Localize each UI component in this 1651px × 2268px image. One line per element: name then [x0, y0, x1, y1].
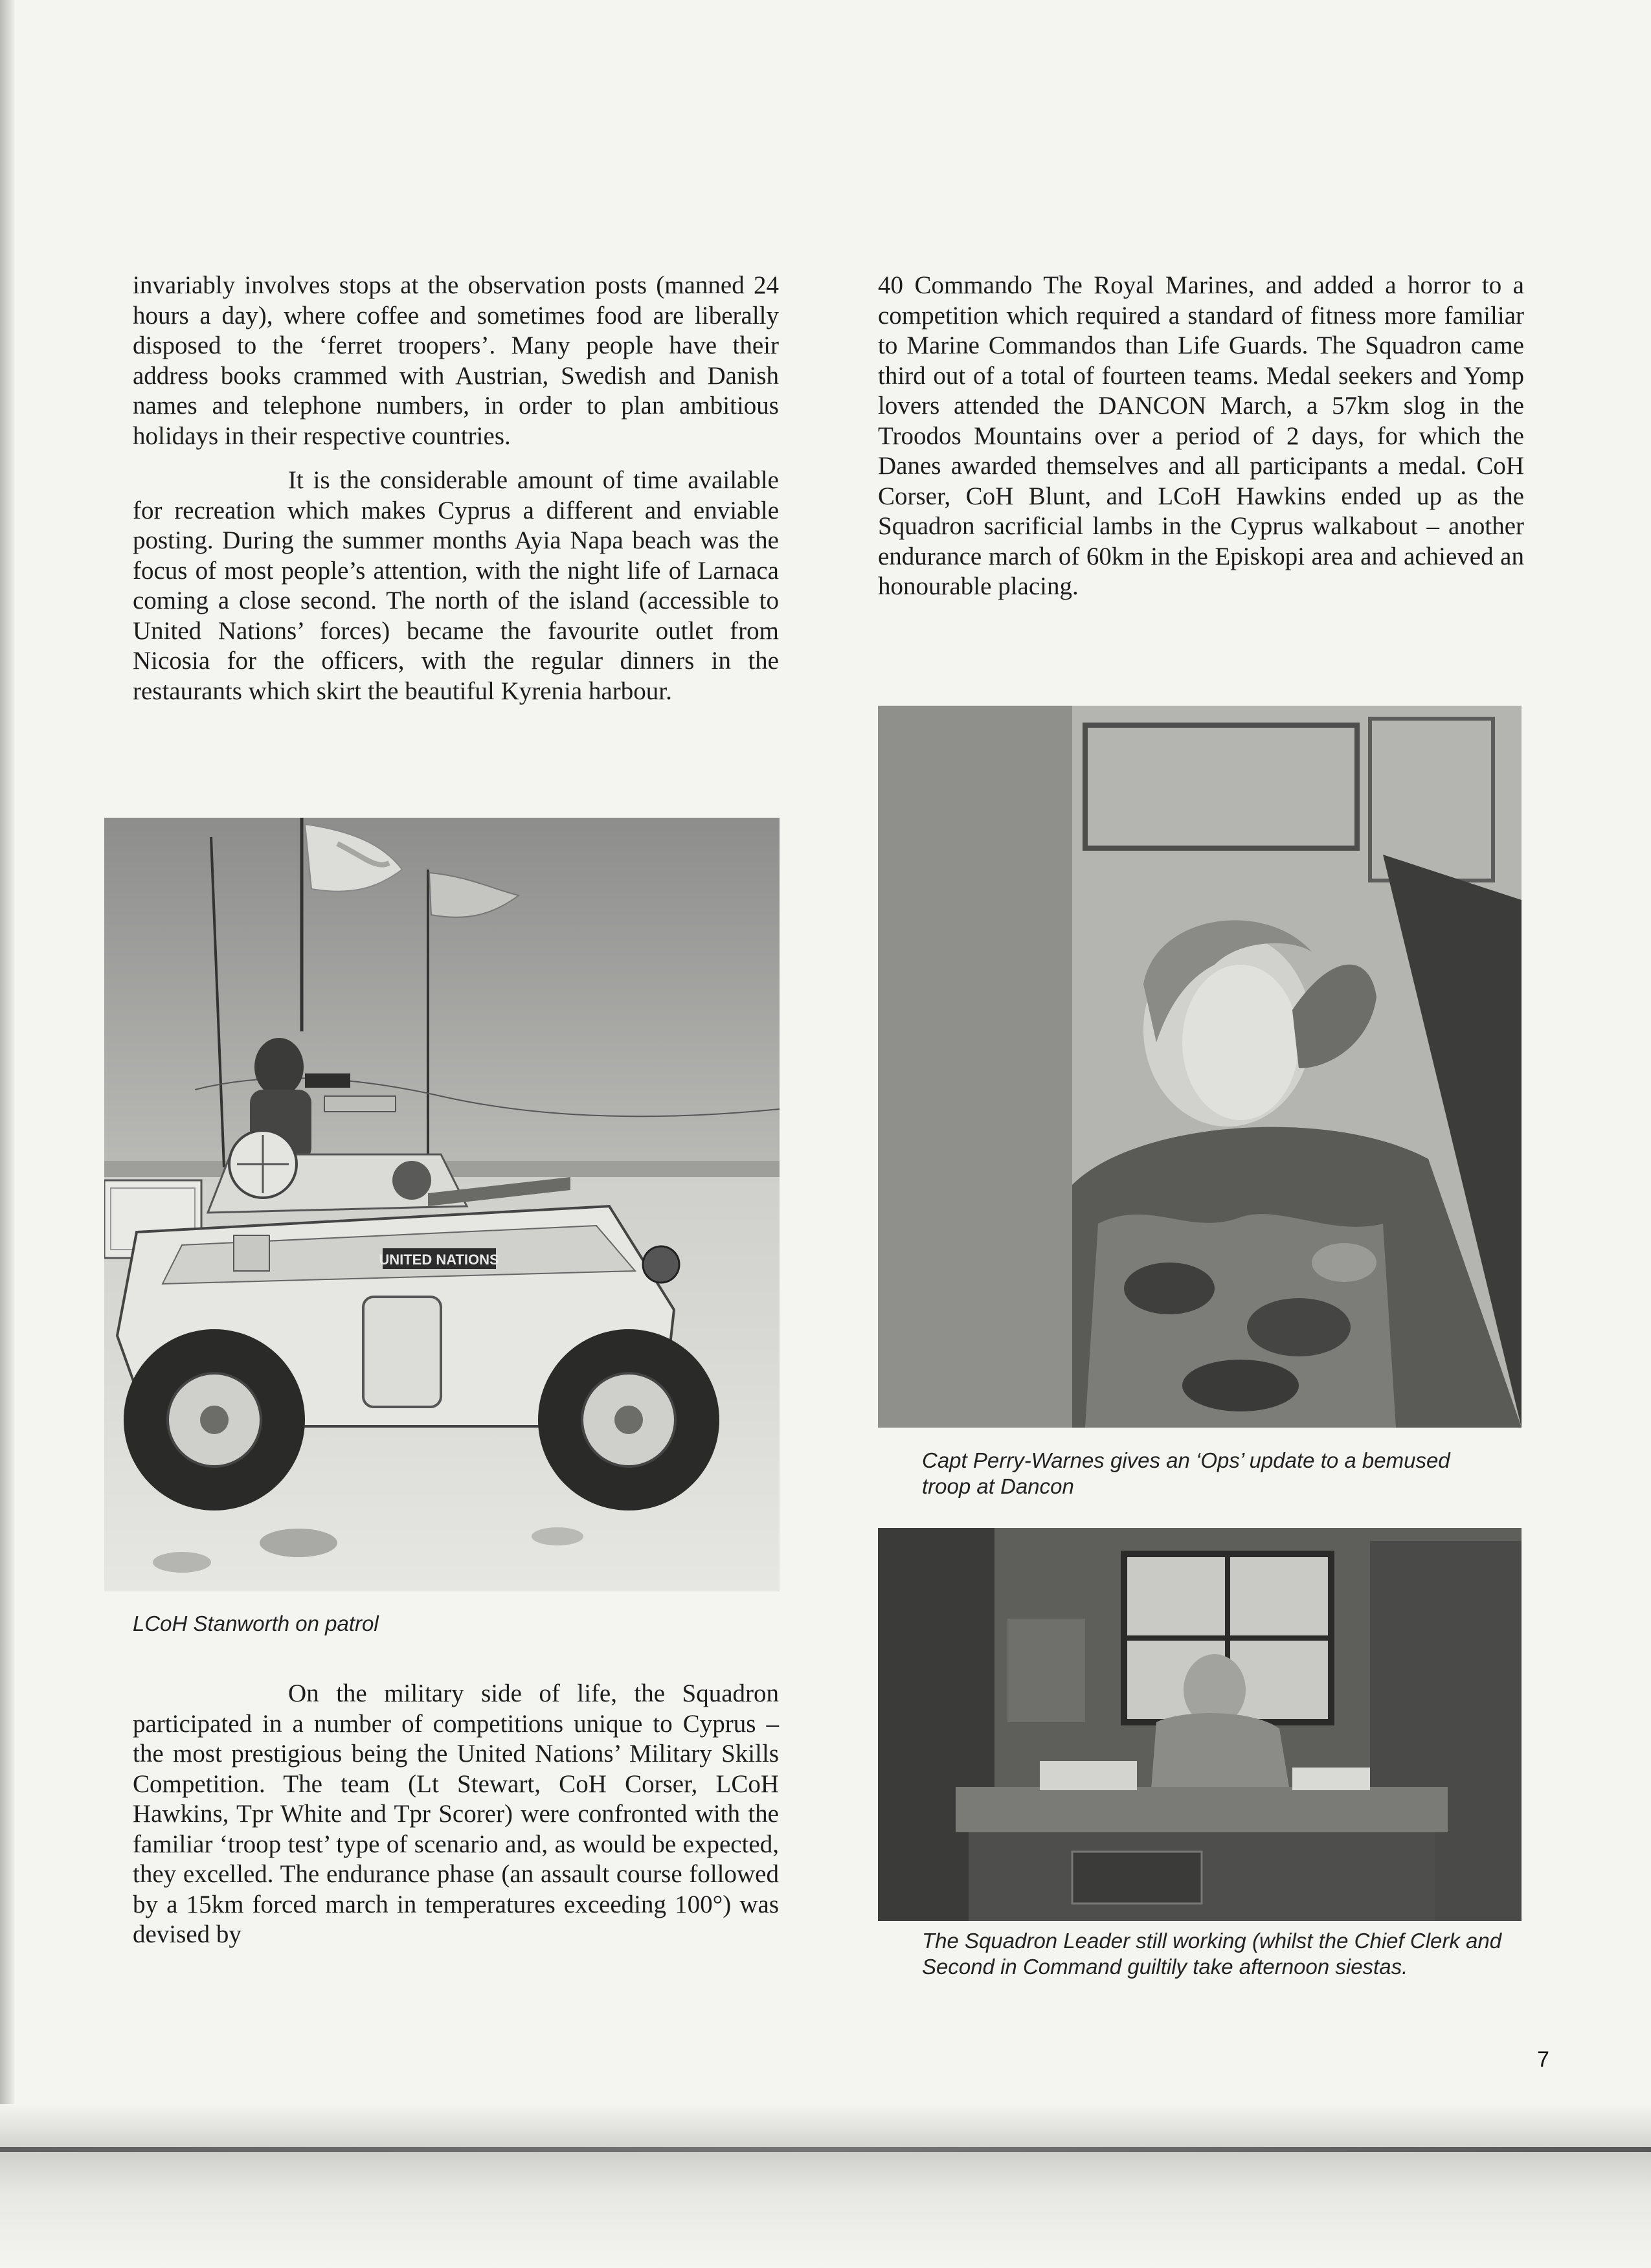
photo-officer [878, 706, 1522, 1428]
vehicle-marking: UNITED NATIONS [379, 1252, 499, 1268]
page-edge-rule [0, 2147, 1651, 2152]
page-number: 7 [1537, 2047, 1549, 2072]
paragraph-observation-posts: invariably involves stops at the observation posts (manned 24 hours a day), where coffee and sometimes food are liberally disposed to the ‘ferret troopers’. Many people have their address books crammed with Austrian, Swedish and Danish names and telephone numbers, in order to plan ambitious holidays in their respective countries. [133, 271, 779, 450]
caption-office: The Squadron Leader still working (whilst the Chief Clerk and Second in Command guiltily take afternoon siestas. [922, 1929, 1502, 1979]
left-column-top [133, 271, 779, 706]
left-column-bottom [133, 1679, 779, 1950]
paragraph-recreation: It is the considerable amount of time available for recreation which makes Cyprus a different and enviable posting. During the summer months Ayia Napa beach was the focus of most people’s attention, with the night life of Larnaca coming a close second. The north of the island (accessible to United Nations’ forces) became the favourite outlet from Nicosia for the officers, with the regular dinners in the restaurants which skirt the beautiful Kyrenia harbour. [133, 466, 779, 705]
right-column-top [878, 271, 1524, 602]
paragraph-military-side: On the military side of life, the Squadron participated in a number of competitions unique to Cyprus – the most prestigious being the United Nations’ Military Skills Competition. The team (Lt Stewart, CoH Corser, LCoH Hawkins, Tpr White and Tpr Scorer) were confronted with the familiar ‘troop test’ type of scenario and, as would be expected, they excelled. The endurance phase (an assault course followed by a 15km forced march in temperatures exceeding 100°) was devised by [133, 1679, 779, 1948]
page-bottom-shadow [0, 2104, 1651, 2268]
binding-shadow [0, 0, 14, 2268]
caption-officer: Capt Perry-Warnes gives an ‘Ops’ update to a bemused troop at Dancon [922, 1448, 1450, 1498]
paragraph-royal-marines: 40 Commando The Royal Marines, and added a horror to a competition which required a standard of fitness more familiar to Marine Commandos than Life Guards. The Squadron came third out of a total of fourteen teams. Medal seekers and Yomp lovers attended the DANCON March, a 57km slog in the Troodos Mountains over a period of 2 days, for which the Danes awarded themselves and all participants a medal. CoH Corser, CoH Blunt, and LCoH Hawkins ended up as the Squadron sacrificial lambs in the Cyprus walkabout – another endurance march of 60km in the Episkopi area and achieved an honourable placing. [878, 271, 1524, 600]
photo-office [878, 1528, 1522, 1921]
caption-armored-car: LCoH Stanworth on patrol [133, 1611, 379, 1635]
photo-armored-car [104, 818, 780, 1591]
